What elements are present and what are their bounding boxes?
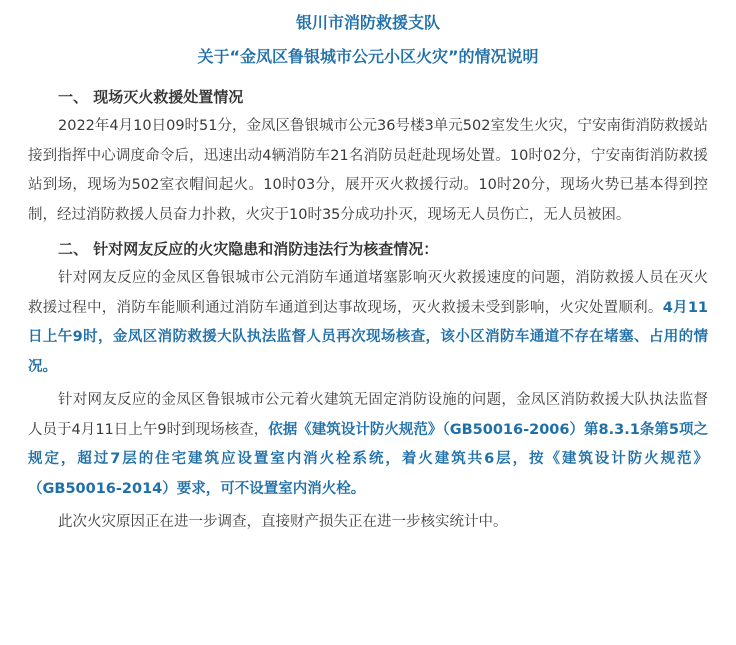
paragraph-2-highlight: 依据《建筑设计防火规范》（GB50016-2006）第8.3.1条第5项之规定，超过7层的住宅建筑应设置室内消火栓系统，着火建筑共6层，按《建筑设计防火规范》（GB50016-2014）要求，可不设置室内消火栓。 [28,421,708,497]
paragraph-1-highlight: 4月11日上午9时，金凤区消防救援大队执法监督人员再次现场核查，该小区消防车通道不存在堵塞、占用的情况。 [28,299,708,375]
paragraph-1-text: 针对网友反应的金凤区鲁银城市公元消防车通道堵塞影响灭火救援速度的问题，消防救援人员在灭火救援过程中，消防车能顺利通过消防车通道到达事故现场，灭火救援未受到影响，火灾处置顺利。 [28,270,708,316]
section-2-paragraph-1 [28,264,708,382]
document-title-org: 银川市消防救援支队 [295,13,440,32]
section-2-paragraph-2 [28,386,708,504]
section-heading-2: 二、 针对网友反应的火灾隐患和消防违法行为核查情况： [58,240,439,258]
document-title-subject: 关于“金凤区鲁银城市公元小区火灾”的情况说明 [197,47,539,66]
section-1-paragraph: 2022年4月10日09时51分，金凤区鲁银城市公元36号楼3单元502室发生火灾，宁安南街消防救援站接到指挥中心调度命令后，迅速出动4辆消防车21名消防员赶赴现场处置。10时02分，宁安南街消防救援站到场，现场为502室衣帽间起火。10时03分，展开灭火救援行动。10时20分，现场火势已基本得到控制，经过消防救援人员奋力扑救，火灾于10时35分成功扑灭，现场无人员伤亡，无人员被困。 [28,118,708,223]
paragraph-2-text: 针对网友反应的金凤区鲁银城市公元着火建筑无固定消防设施的问题，金凤区消防救援大队执法监督人员于4月11日上午9时到现场核查， [28,392,708,438]
section-heading-1: 一、 现场灭火救援处置情况 [58,88,244,106]
section-2-paragraph-3: 此次火灾原因正在进一步调查，直接财产损失正在进一步核实统计中。 [58,514,508,530]
